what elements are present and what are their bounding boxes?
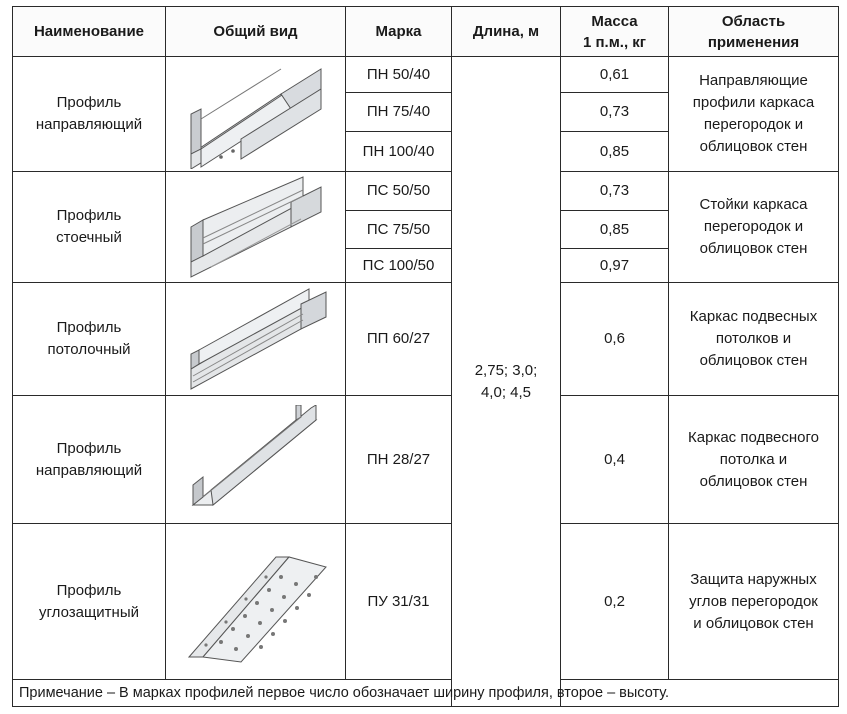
area-cell: Направляющие профили каркаса перегородок и облицовок стен: [669, 57, 839, 172]
note-row: [13, 680, 839, 707]
profile-image: [166, 396, 346, 524]
profile-name: Профиль потолочный: [13, 283, 166, 396]
profiles-table: [12, 6, 839, 707]
header-area: Область применения: [669, 7, 839, 57]
header-name: Наименование: [13, 7, 166, 57]
table-row: [13, 57, 839, 93]
mass-cell: 0,85: [561, 132, 669, 172]
mark-cell: ПН 100/40: [346, 132, 452, 172]
profile-image: [166, 524, 346, 680]
length-cell: 2,75; 3,0; 4,0; 4,5: [452, 57, 561, 707]
header-mark: Марка: [346, 7, 452, 57]
guide-profile-small-icon: [181, 405, 331, 515]
mass-cell: 0,6: [561, 283, 669, 396]
header-length: Длина, м: [452, 7, 561, 57]
mark-cell: ПН 28/27: [346, 396, 452, 524]
table-note: Примечание – В марках профилей первое число обозначает ширину профиля, второе – высоту.: [13, 680, 839, 707]
mass-cell: 0,4: [561, 396, 669, 524]
profile-name: Профиль направляющий: [13, 396, 166, 524]
mass-cell: 0,85: [561, 211, 669, 249]
area-cell: Каркас подвесных потолков и облицовок стен: [669, 283, 839, 396]
guide-profile-icon: [181, 59, 331, 169]
table-row: [13, 172, 839, 211]
mark-cell: ПУ 31/31: [346, 524, 452, 680]
stud-profile-icon: [181, 172, 331, 282]
header-mass: Масса 1 п.м., кг: [561, 7, 669, 57]
mass-cell: 0,73: [561, 172, 669, 211]
mass-cell: 0,97: [561, 249, 669, 283]
table-row: [13, 524, 839, 680]
mark-cell: ПП 60/27: [346, 283, 452, 396]
mark-cell: ПН 50/40: [346, 57, 452, 93]
mark-cell: ПС 50/50: [346, 172, 452, 211]
ceiling-profile-icon: [181, 284, 331, 394]
corner-profile-icon: [181, 537, 331, 667]
mark-cell: ПС 100/50: [346, 249, 452, 283]
profile-image: [166, 283, 346, 396]
profile-image: [166, 57, 346, 172]
profile-name: Профиль стоечный: [13, 172, 166, 283]
table-row: [13, 283, 839, 396]
header-view: Общий вид: [166, 7, 346, 57]
mass-cell: 0,73: [561, 93, 669, 132]
header-row: [13, 7, 839, 57]
area-cell: Стойки каркаса перегородок и облицовок стен: [669, 172, 839, 283]
mark-cell: ПН 75/40: [346, 93, 452, 132]
mass-cell: 0,2: [561, 524, 669, 680]
profile-image: [166, 172, 346, 283]
table-row: [13, 396, 839, 524]
area-cell: Каркас подвесного потолка и облицовок стен: [669, 396, 839, 524]
mark-cell: ПС 75/50: [346, 211, 452, 249]
mass-cell: 0,61: [561, 57, 669, 93]
profile-name: Профиль углозащитный: [13, 524, 166, 680]
area-cell: Защита наружных углов перегородок и облицовок стен: [669, 524, 839, 680]
profile-name: Профиль направляющий: [13, 57, 166, 172]
